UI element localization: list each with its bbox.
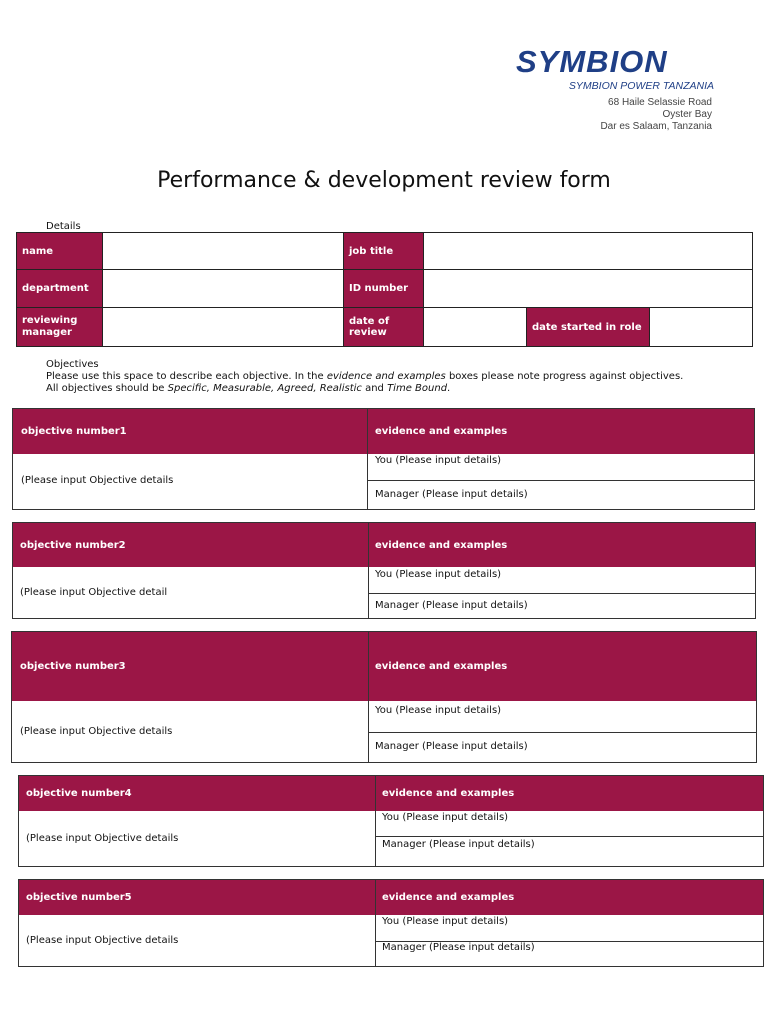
evidence-you[interactable]: You (Please input details) [375, 455, 502, 466]
row-divider [368, 732, 756, 733]
evidence-label: evidence and examples [382, 892, 515, 903]
objectives-intro [46, 359, 683, 395]
column-divider [375, 880, 376, 966]
objective-table-5 [18, 879, 764, 967]
objective-details[interactable]: (Please input Objective details [26, 833, 179, 844]
objective-table-1 [12, 408, 755, 510]
objective-details[interactable]: (Please input Objective details [21, 475, 174, 486]
column-divider [368, 523, 369, 618]
company-logo: SYMBION [516, 44, 668, 79]
id-number-input[interactable] [424, 270, 752, 308]
job-title-label: job title [344, 233, 424, 270]
id-number-label: ID number [344, 270, 424, 308]
objective-table-2 [12, 522, 756, 619]
job-title-input[interactable] [424, 233, 752, 270]
objective-label: objective number1 [21, 426, 127, 437]
evidence-you[interactable]: You (Please input details) [375, 705, 502, 716]
evidence-you[interactable]: You (Please input details) [382, 916, 509, 927]
row-divider [367, 480, 754, 481]
date-of-review-label: date of review [344, 308, 424, 346]
column-divider [367, 409, 368, 509]
evidence-manager[interactable]: Manager (Please input details) [375, 741, 528, 752]
objective-details[interactable]: (Please input Objective detail [20, 587, 168, 598]
department-label: department [17, 270, 103, 308]
evidence-label: evidence and examples [375, 426, 508, 437]
address-line-2: Oyster Bay [662, 109, 712, 120]
evidence-manager[interactable]: Manager (Please input details) [382, 942, 535, 953]
reviewing-manager-label: reviewing manager [17, 308, 103, 346]
objectives-instruction-1: Please use this space to describe each objective. In the evidence and examples boxes please note progress against objectives. [46, 371, 684, 382]
evidence-manager[interactable]: Manager (Please input details) [375, 489, 528, 500]
objective-label: objective number5 [26, 892, 132, 903]
objective-label: objective number2 [20, 540, 126, 551]
objective-details[interactable]: (Please input Objective details [26, 935, 179, 946]
objectives-instruction-2: All objectives should be Specific, Measurable, Agreed, Realistic and Time Bound. [46, 383, 451, 394]
evidence-you[interactable]: You (Please input details) [382, 812, 509, 823]
objective-table-3 [11, 631, 757, 763]
date-of-review-input[interactable] [424, 308, 527, 346]
evidence-label: evidence and examples [382, 788, 515, 799]
name-label: name [17, 233, 103, 270]
reviewing-manager-input[interactable] [103, 308, 344, 346]
evidence-manager[interactable]: Manager (Please input details) [382, 839, 535, 850]
date-started-label: date started in role [527, 308, 650, 346]
column-divider [368, 632, 369, 762]
company-subtitle: SYMBION POWER TANZANIA [568, 80, 714, 92]
evidence-manager[interactable]: Manager (Please input details) [375, 600, 528, 611]
department-input[interactable] [103, 270, 344, 308]
name-input[interactable] [103, 233, 344, 270]
date-started-input[interactable] [650, 308, 752, 346]
address-line-1: 68 Haile Selassie Road [608, 97, 712, 108]
column-divider [375, 776, 376, 866]
row-divider [375, 836, 763, 837]
row-divider [368, 593, 755, 594]
page-title: Performance & development review form [157, 168, 611, 193]
address-line-3: Dar es Salaam, Tanzania [600, 121, 712, 132]
evidence-you[interactable]: You (Please input details) [375, 569, 502, 580]
evidence-label: evidence and examples [375, 661, 508, 672]
objective-details[interactable]: (Please input Objective details [20, 726, 173, 737]
details-table [16, 232, 753, 347]
objective-table-4 [18, 775, 764, 867]
details-heading: Details [46, 221, 81, 232]
objective-label: objective number3 [20, 661, 126, 672]
objectives-heading: Objectives [46, 359, 99, 370]
evidence-label: evidence and examples [375, 540, 508, 551]
objective-label: objective number4 [26, 788, 132, 799]
